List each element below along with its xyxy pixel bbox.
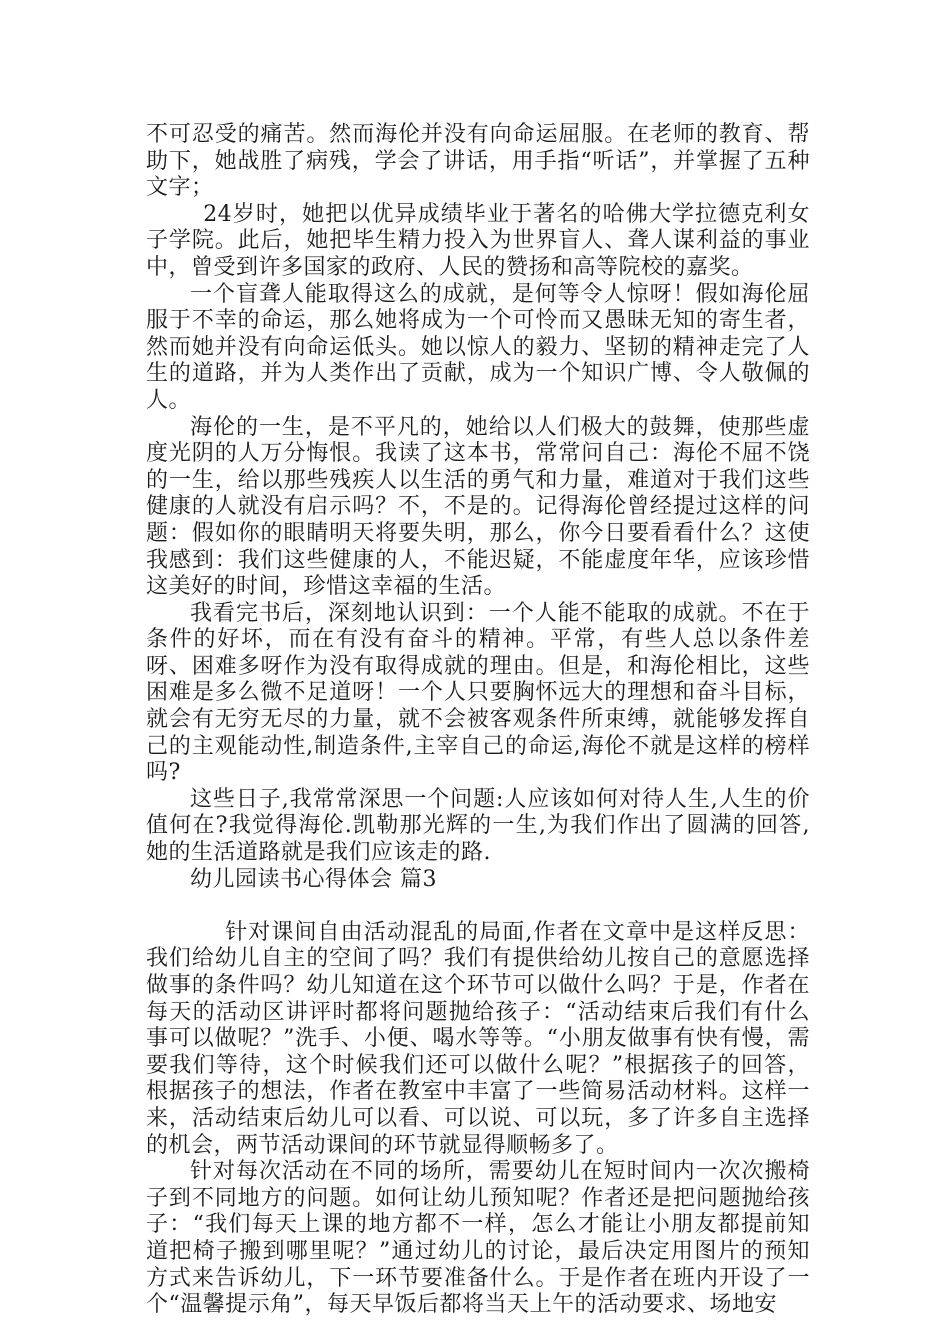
section-spacer [146, 893, 810, 920]
paragraph-4: 海伦的一生，是不平凡的，她给以人们极大的鼓舞，使那些虚度光阴的人万分悔恨。我读了这本书，常常问自己：海伦不屈不饶的一生，给以那些残疾人以生活的勇气和力量，难道对于我们这些健康的人就没有启示吗？不，不是的。记得海伦曾经提过这样的问题：假如你的眼睛明天将要失明，那么，你今日要看看什么？这使我感到：我们这些健康的人，不能迟疑，不能虚度年华，应该珍惜这美好的时间，珍惜这幸福的生活。 [146, 414, 810, 600]
paragraph-5: 我看完书后，深刻地认识到：一个人能不能取的成就。不在于条件的好坏，而在有没有奋斗的精神。平常，有些人总以条件差呀、困难多呀作为没有取得成就的理由。但是，和海伦相比，这些困难是多么微不足道呀！一个人只要胸怀远大的理想和奋斗目标，就会有无穷无尽的力量，就不会被客观条件所束缚，就能够发挥自己的主观能动性,制造条件,主宰自己的命运,海伦不就是这样的榜样吗? [146, 600, 810, 786]
paragraph-6: 这些日子,我常常深思一个问题:人应该如何对待人生,人生的价值何在?我觉得海伦.凯勒那光辉的一生,为我们作出了圆满的回答,她的生活道路就是我们应该走的路. [146, 786, 810, 866]
paragraph-2: 24岁时，她把以优异成绩毕业于著名的哈佛大学拉德克利女子学院。此后，她把毕生精力投入为世界盲人、聋人谋利益的事业中，曾受到许多国家的政府、人民的赞扬和高等院校的嘉奖。 [146, 201, 810, 280]
paragraph-1: 不可忍受的痛苦。然而海伦并没有向命运屈服。在老师的教育、帮助下，她战胜了病残，学会了讲话，用手指“听话”，并掌握了五种文字； [146, 122, 810, 201]
section-heading: 幼儿园读书心得体会 篇3 [190, 866, 437, 892]
document-body [146, 122, 810, 1319]
section-paragraph-2: 针对每次活动在不同的场所，需要幼儿在短时间内一次次搬椅子到不同地方的问题。如何让幼儿预知呢？作者还是把问题抛给孩子：“我们每天上课的地方都不一样，怎么才能让小朋友都提前知道把椅子搬到哪里呢？”通过幼儿的讨论，最后决定用图片的预知方式来告诉幼儿，下一环节要准备什么。于是作者在班内开设了一个“温馨提示角”，每天早饭后都将当天上午的活动要求、场地安 [146, 1159, 810, 1318]
paragraph-3: 一个盲聋人能取得这么的成就，是何等令人惊呀！假如海伦屈服于不幸的命运，那么她将成为一个可怜而又愚昧无知的寄生者，然而她并没有向命运低头。她以惊人的毅力、坚韧的精神走完了人生的道路，并为人类作出了贡献，成为一个知识广博、令人敬佩的人。 [146, 281, 810, 413]
section-paragraph-1: 针对课间自由活动混乱的局面,作者在文章中是这样反思：我们给幼儿自主的空间了吗？我们有提供给幼儿按自己的意愿选择做事的条件吗？幼儿知道在这个环节可以做什么吗？于是，作者在每天的活动区讲评时都将问题抛给孩子：“活动结束后我们有什么事可以做呢？”洗手、小便、喝水等等。“小朋友做事有快有慢，需要我们等待，这个时候我们还可以做什么呢？”根据孩子的回答，根据孩子的想法，作者在教室中丰富了一些简易活动材料。这样一来，活动结束后幼儿可以看、可以说、可以玩，多了许多自主选择的机会，两节活动课间的环节就显得顺畅多了。 [146, 919, 810, 1158]
